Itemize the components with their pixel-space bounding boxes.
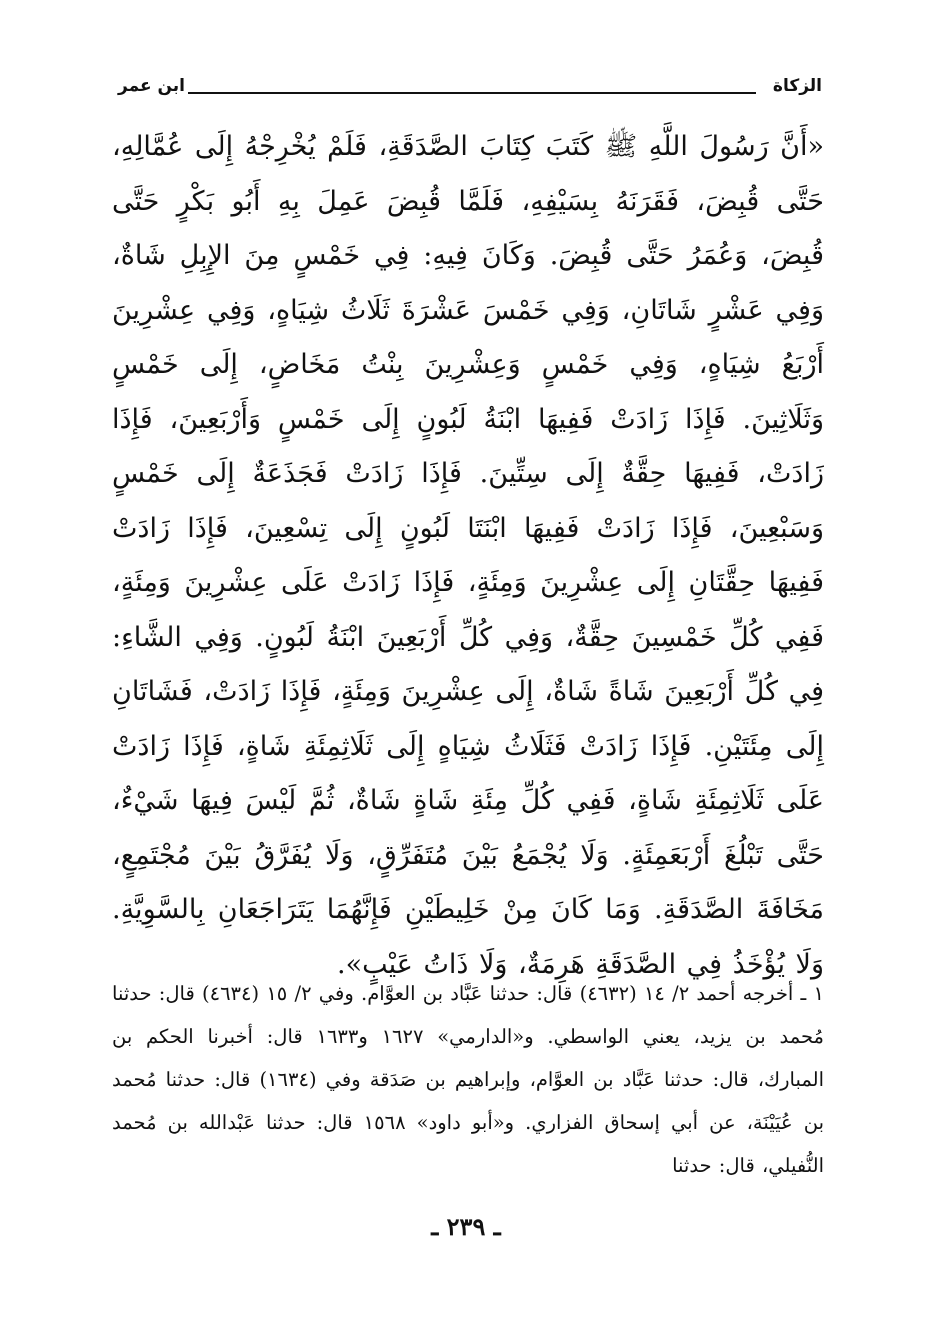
footnote: ١ ـ أخرجه أحمد ٢/ ١٤ (٤٦٣٢) قال: حدثنا عَبَّاد بن العوَّام. وفي ٢/ ١٥ (٤٦٣٤) قال: حدثنا مُحمد بن يزيد، يعني الواسطي. و«الدارمي» ١٦٢٧ و١٦٣٣ قال: أخبرنا الحكم بن المبارك، قال: حدثنا عَبَّاد بن العوَّام، وإبراهيم بن صَدَقة وفي (١٦٣٤) قال: حدثنا مُحمد بن عُيَيْنَة، عن أبي إسحاق الفزاري. و«أبو داود» ١٥٦٨ قال: حدثنا عَبْدالله بن مُحمد النُّفيلي، قال: حدثنا [112,982,824,1177]
header-book-title: ابن عمر [118,76,186,96]
running-header [118,72,822,108]
hadith-text: «أَنَّ رَسُولَ اللَّهِ ﷺ كَتَبَ كِتَابَ الصَّدَقَةِ، فَلَمْ يُخْرِجْهُ إِلَى عُمَّالِهِ، حَتَّى قُبِضَ، فَقَرَنَهُ بِسَيْفِهِ، فَلَمَّا قُبِضَ عَمِلَ بِهِ أَبُو بَكْرٍ حَتَّى قُبِضَ، وَعُمَرُ حَتَّى قُبِضَ. وَكَانَ فِيهِ: فِي خَمْسٍ مِنَ الإِبِلِ شَاةٌ، وَفِي عَشْرٍ شَاتَانِ، وَفِي خَمْسَ عَشْرَةَ ثَلَاثُ شِيَاهٍ، وَفِي عِشْرِينَ أَرْبَعُ شِيَاهٍ، وَفِي خَمْسٍ وَعِشْرِينَ بِنْتُ مَخَاضٍ، إِلَى خَمْسٍ وَثَلَاثِينَ. فَإِذَا زَادَتْ فَفِيهَا ابْنَةُ لَبُونٍ إِلَى خَمْسٍ وَأَرْبَعِينَ، فَإِذَا زَادَتْ، فَفِيهَا حِقَّةٌ إِلَى سِتِّينَ. فَإِذَا زَادَتْ فَجَذَعَةٌ إِلَى خَمْسٍ وَسَبْعِينَ، فَإِذَا زَادَتْ فَفِيهَا ابْنَتَا لَبُونٍ إِلَى تِسْعِينَ، فَإِذَا زَادَتْ فَفِيهَا حِقَّتَانِ إِلَى عِشْرِينَ وَمِئَةٍ، فَإِذَا زَادَتْ عَلَى عِشْرِينَ وَمِئَةٍ، فَفِي كُلِّ خَمْسِينَ حِقَّةٌ، وَفِي كُلِّ أَرْبَعِينَ ابْنَةُ لَبُونٍ. وَفِي الشَّاءِ: فِي كُلِّ أَرْبَعِينَ شَاةً شَاةٌ، إِلَى عِشْرِينَ وَمِئَةٍ، فَإِذَا زَادَتْ، فَشَاتَانِ إِلَى مِئَتَيْنِ. فَإِذَا زَادَتْ فَثَلَاثُ شِيَاهٍ إِلَى ثَلَاثِمِئَةِ شَاةٍ، فَإِذَا زَادَتْ عَلَى ثَلَاثِمِئَةِ شَاةٍ، فَفِي كُلِّ مِئَةِ شَاةٍ شَاةٌ، ثُمَّ لَيْسَ فِيهَا شَيْءٌ، حَتَّى تَبْلُغَ أَرْبَعَمِئَةٍ. وَلَا يُجْمَعُ بَيْنَ مُتَفَرِّقٍ، وَلَا يُفَرَّقُ بَيْنَ مُجْتَمِعٍ، مَخَافَةَ الصَّدَقَةِ. وَمَا كَانَ مِنْ خَلِيطَيْنِ فَإِنَّهُمَا يَتَرَاجَعَانِ بِالسَّوِيَّةِ. وَلَا يُؤْخَذُ فِي الصَّدَقَةِ هَرِمَةٌ، وَلَا ذَاتُ عَيْبٍ». [112,131,824,980]
header-chapter-title: الزكاة [772,76,822,96]
page-number: ـ ٢٣٩ ـ [431,1212,501,1241]
header-rule [188,92,756,94]
